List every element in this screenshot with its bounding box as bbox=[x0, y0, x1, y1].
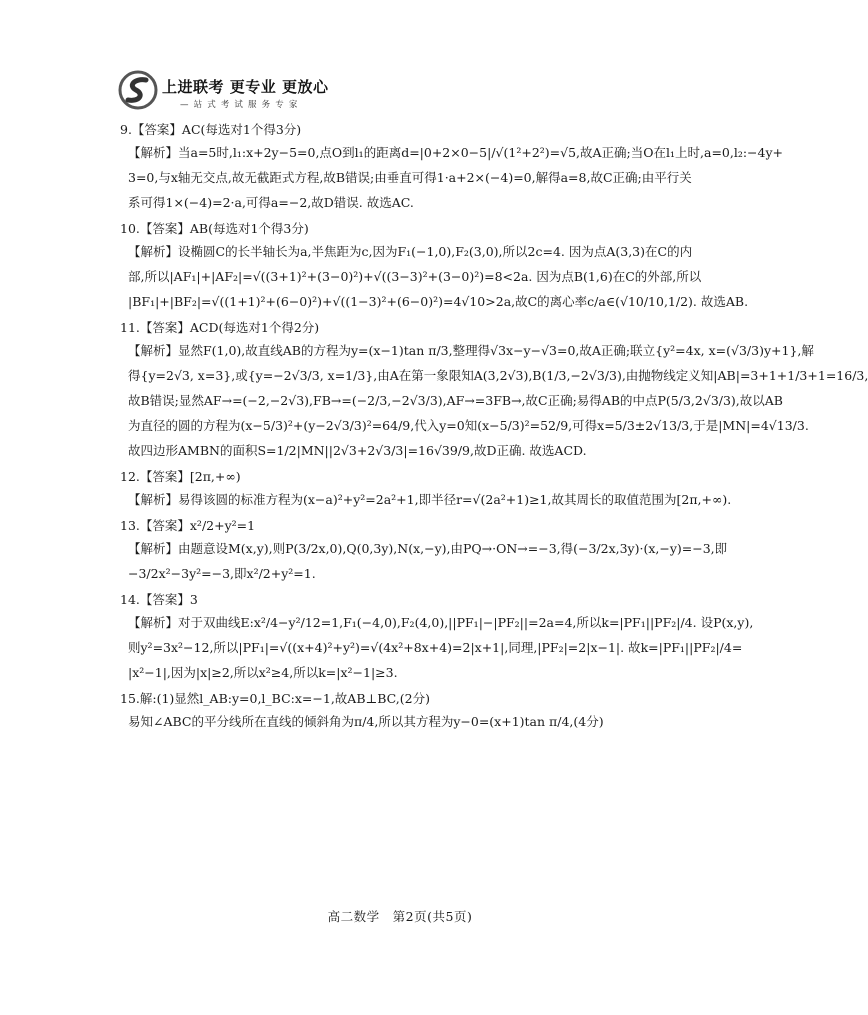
answer-line: 14.【答案】3 bbox=[120, 592, 198, 607]
logo-icon bbox=[118, 70, 158, 110]
explanation bbox=[120, 709, 690, 734]
answer-line: 13.【答案】x²/2+y²=1 bbox=[120, 518, 256, 533]
explanation-line: 为直径的圆的方程为(x−5/3)²+(y−2√3/3)²=64/9,代入y=0知(x−5/3)²=52/9,可得x=5/3±2√13/3,于是|MN|=4√13/3. bbox=[128, 418, 809, 433]
explanation-line: 【解析】对于双曲线E:x²/4−y²/12=1,F₁(−4,0),F₂(4,0),||PF₁|−|PF₂||=2a=4,所以k=|PF₁||PF₂|/4. 设P(x,y), bbox=[128, 615, 754, 630]
brand-name: 上进联考 更专业 更放心 bbox=[162, 78, 329, 96]
question-13 bbox=[120, 516, 728, 586]
answer-line: 9.【答案】AC(每选对1个得3分) bbox=[120, 122, 302, 137]
question-11 bbox=[120, 318, 868, 463]
explanation-line: 3=0,与x轴无交点,故无截距式方程,故B错误;由垂直可得1·a+2×(−4)=0,解得a=8,故C正确;由平行关 bbox=[128, 170, 692, 185]
answer-line: 15.解:(1)显然l_AB:y=0,l_BC:x=−1,故AB⊥BC,(2分) bbox=[120, 691, 430, 706]
page-footer: 高二数学 第2页(共5页) bbox=[327, 909, 473, 924]
explanation-line: 【解析】当a=5时,l₁:x+2y−5=0,点O到l₁的距离d=|0+2×0−5|/√(1²+2²)=√5,故A正确;当O在l₁上时,a=0,l₂:−4y+ bbox=[128, 145, 784, 160]
explanation bbox=[120, 140, 784, 215]
explanation-line: 【解析】易得该圆的标准方程为(x−a)²+y²=2a²+1,即半径r=√(2a²+1)≥1,故其周长的取值范围为[2π,+∞). bbox=[128, 492, 732, 507]
explanation-line: |BF₁|+|BF₂|=√((1+1)²+(6−0)²)+√((1−3)²+(6−0)²)=4√10>2a,故C的离心率c/a∈(√10/10,1/2). 故选AB. bbox=[128, 294, 749, 309]
explanation bbox=[120, 338, 868, 463]
question-10 bbox=[120, 219, 749, 314]
question-12 bbox=[120, 467, 732, 512]
explanation-line: 则y²=3x²−12,所以|PF₁|=√((x+4)²+y²)=√(4x²+8x+4)=2|x+1|,同理,|PF₂|=2|x−1|. 故k=|PF₁||PF₂|/4= bbox=[128, 640, 743, 655]
question-15 bbox=[120, 689, 690, 734]
explanation bbox=[120, 487, 732, 512]
explanation-line: 故B错误;显然AF→=(−2,−2√3),FB→=(−2/3,−2√3/3),AF→=3FB→,故C正确;易得AB的中点P(5/3,2√3/3),故以AB bbox=[128, 393, 783, 408]
explanation bbox=[120, 239, 749, 314]
explanation-line: 【解析】设椭圆C的长半轴长为a,半焦距为c,因为F₁(−1,0),F₂(3,0),所以2c=4. 因为点A(3,3)在C的内 bbox=[128, 244, 693, 259]
answer-line: 12.【答案】[2π,+∞) bbox=[120, 469, 241, 484]
question-14 bbox=[120, 590, 754, 685]
explanation bbox=[120, 536, 728, 586]
answer-line: 11.【答案】ACD(每选对1个得2分) bbox=[120, 320, 320, 335]
explanation-line: −3/2x²−3y²=−3,即x²/2+y²=1. bbox=[128, 566, 316, 581]
explanation-line: 【解析】显然F(1,0),故直线AB的方程为y=(x−1)tan π/3,整理得√3x−y−√3=0,故A正确;联立{y²=4x, x=(√3/3)y+1},解 bbox=[128, 343, 814, 358]
answer-line: 10.【答案】AB(每选对1个得3分) bbox=[120, 221, 309, 236]
question-9 bbox=[120, 120, 784, 215]
explanation-line: 故四边形AMBN的面积S=1/2|MN||2√3+2√3/3|=16√39/9,故D正确. 故选ACD. bbox=[128, 443, 587, 458]
explanation-line: |x²−1|,因为|x|≥2,所以x²≥4,所以k=|x²−1|≥3. bbox=[128, 665, 398, 680]
explanation-line: 【解析】由题意设M(x,y),则P(3/2x,0),Q(0,3y),N(x,−y),由PQ→·ON→=−3,得(−3/2x,3y)·(x,−y)=−3,即 bbox=[128, 541, 728, 556]
brand-tagline: — 站 式 考 试 服 务 专 家 bbox=[180, 100, 299, 110]
page-header bbox=[118, 70, 329, 114]
solutions-content bbox=[120, 120, 868, 738]
explanation-line: 系可得1×(−4)=2·a,可得a=−2,故D错误. 故选AC. bbox=[128, 195, 414, 210]
explanation bbox=[120, 610, 754, 685]
explanation-line: 易知∠ABC的平分线所在直线的倾斜角为π/4,所以其方程为y−0=(x+1)tan π/4,(4分) bbox=[128, 714, 604, 729]
explanation-line: 得{y=2√3, x=3},或{y=−2√3/3, x=1/3},由A在第一象限知A(3,2√3),B(1/3,−2√3/3),由抛物线定义知|AB|=3+1+1/3+1=16/3, bbox=[128, 368, 868, 383]
explanation-line: 部,所以|AF₁|+|AF₂|=√((3+1)²+(3−0)²)+√((3−3)²+(3−0)²)=8<2a. 因为点B(1,6)在C的外部,所以 bbox=[128, 269, 702, 284]
